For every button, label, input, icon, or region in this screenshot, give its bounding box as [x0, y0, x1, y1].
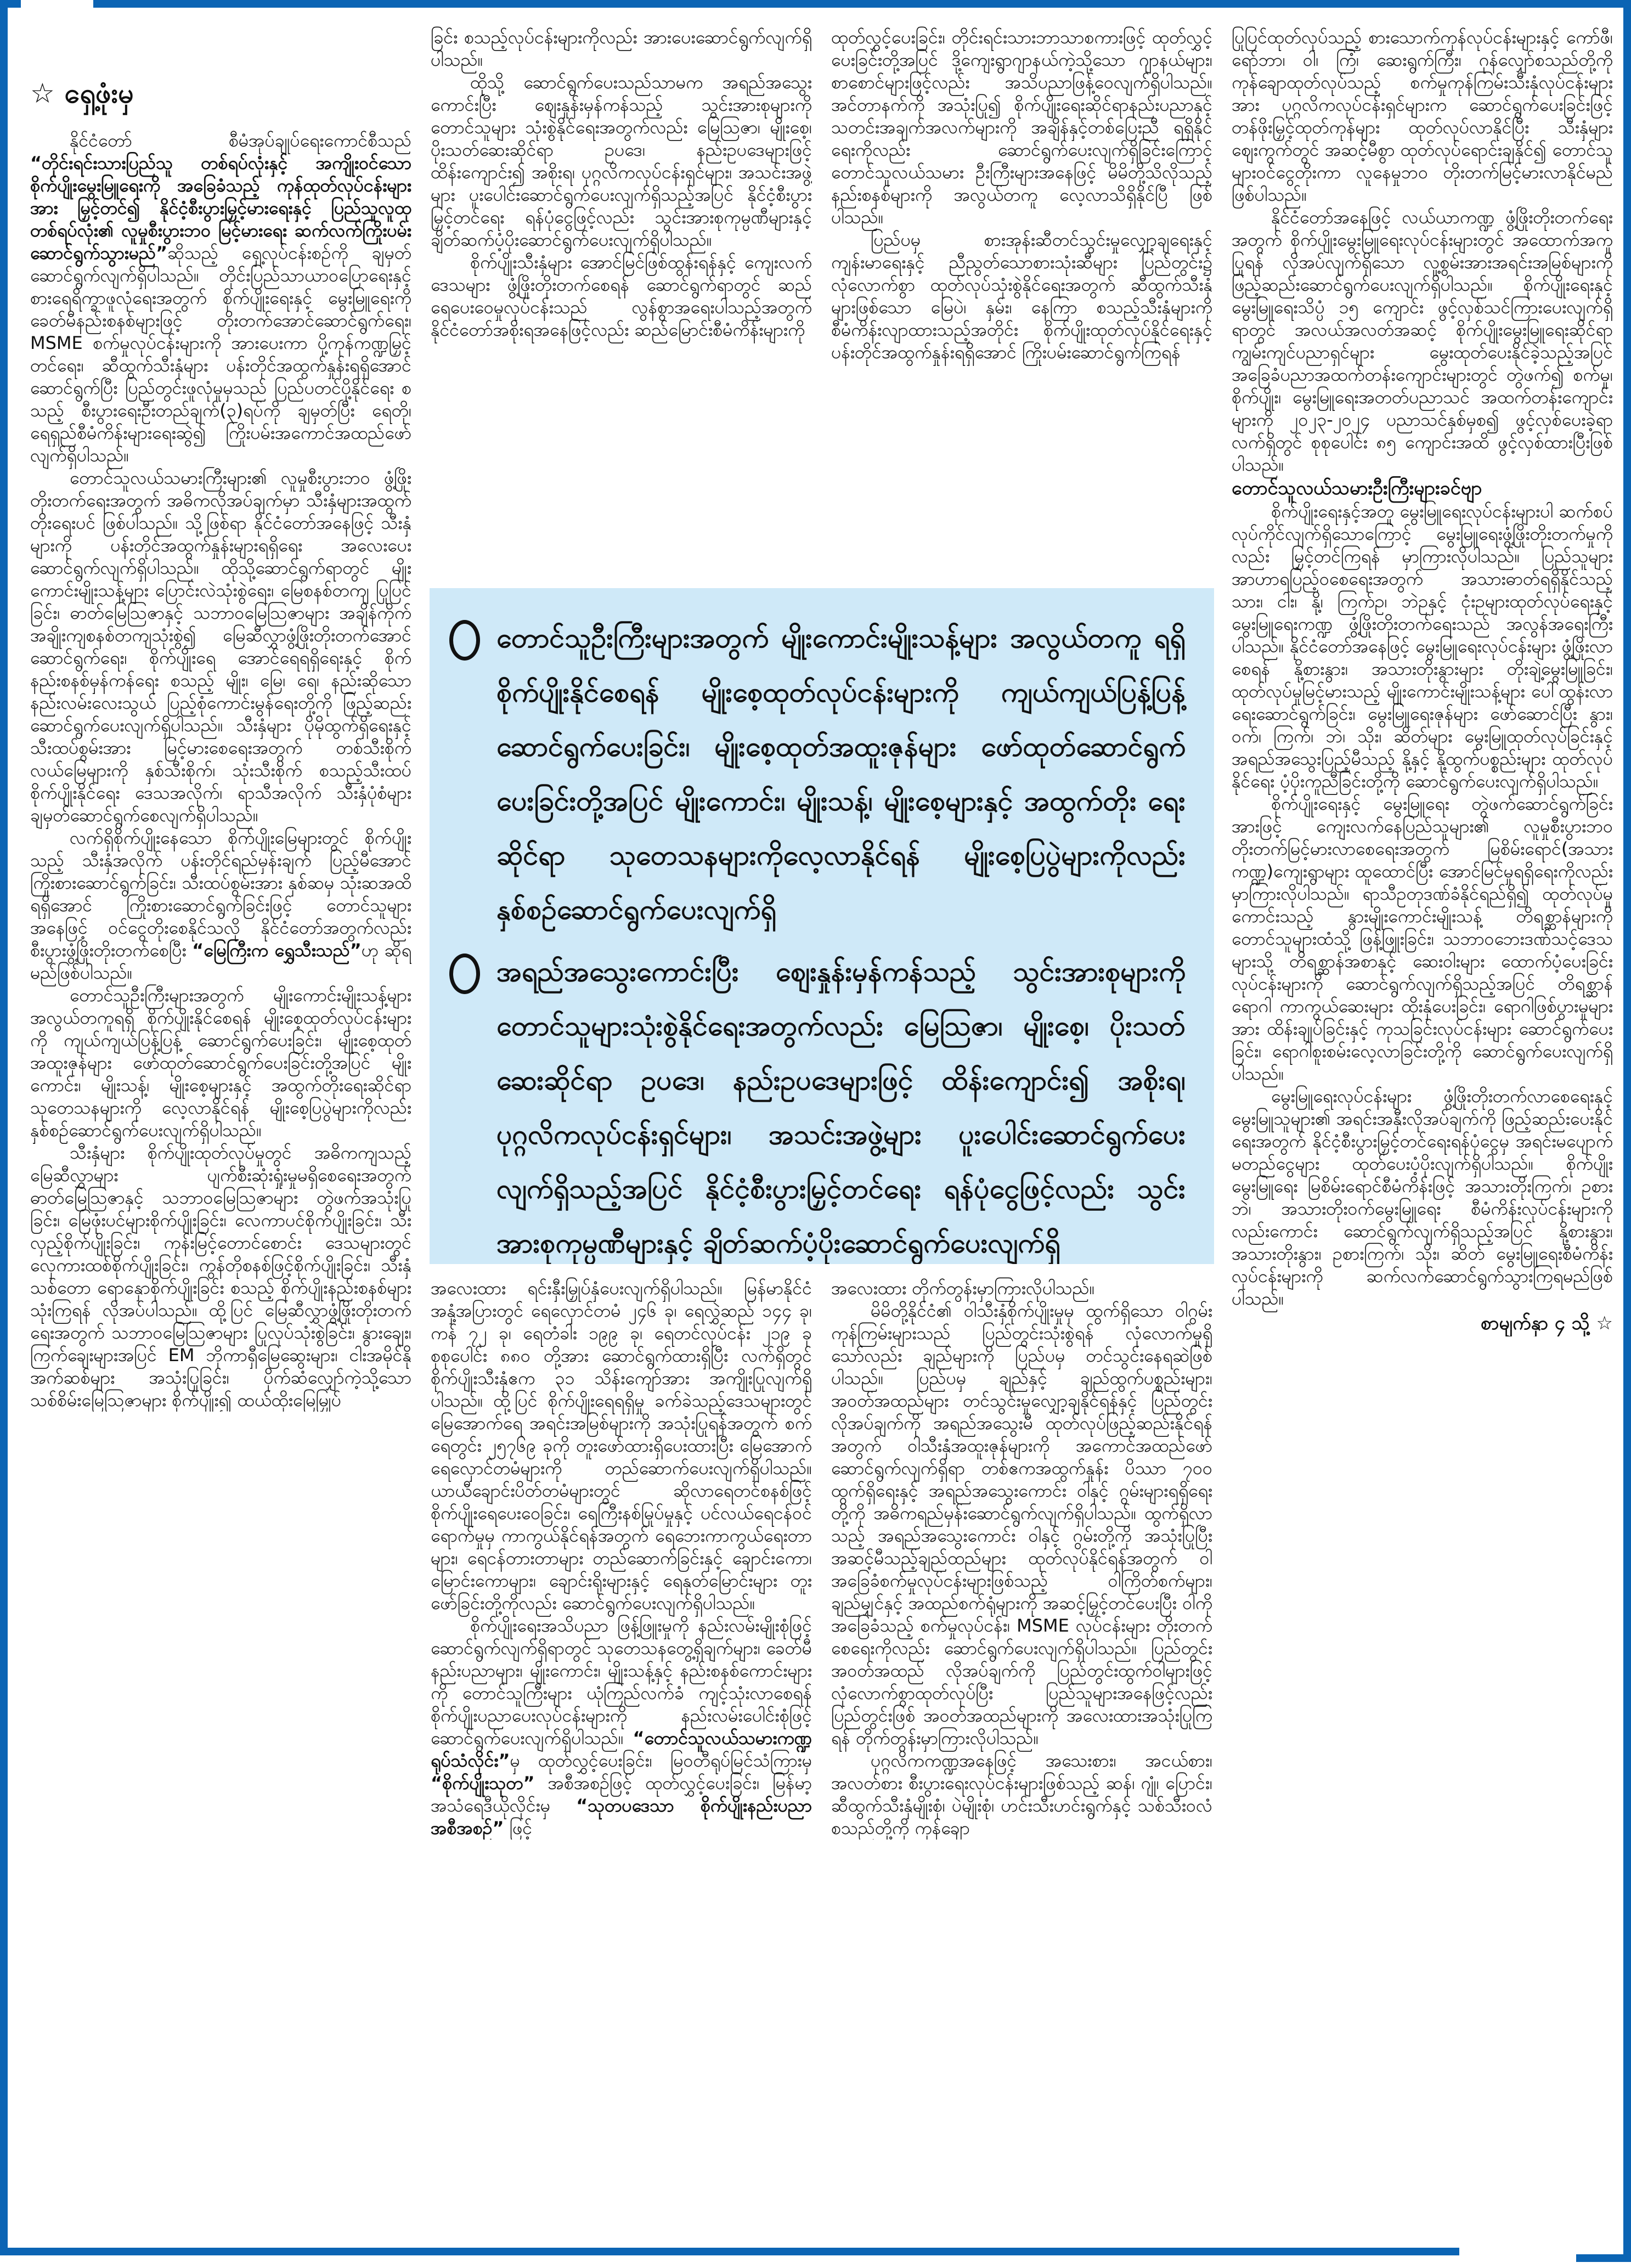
bold-run: “စိုက်ပျိုးသုတ”	[431, 1773, 535, 1793]
text-run: မှ ထုတ်လွှင့်ပေးခြင်း၊ မြဝတီရုပ်မြင်သံကြားမှ	[510, 1750, 812, 1771]
paragraph	[1232, 206, 1613, 476]
paragraph	[1232, 1085, 1613, 1310]
text-run: ပုဂ္ဂလိကကဏ္ဍအနေဖြင့် အသေးစား၊ အငယ်စား၊ အလတ်စား စီးပွားရေးလုပ်ငန်းများဖြစ်သည့် ဆန်၊ ဂျုံ၊ ပြောင်း၊ ဆီထွက်သီးနှံမျိုးစုံ၊ ပဲမျိုးစုံ၊ ဟင်းသီးဟင်းရွက်နှင့် သစ်သီးဝလံ စသည်တို့ကို ကုန်ချော	[831, 1750, 1212, 1838]
highlight-bullet-text: တောင်သူဦးကြီးများအတွက် မျိုးကောင်းမျိုးသန့်များ အလွယ်တကူ ရရှိ စိုက်ပျိုးနိုင်စေရန် မျိုးစေ့ထုတ်လုပ်ငန်းများကို ကျယ်ကျယ်ပြန့်ပြန့် ဆောင်ရွက်ပေးခြင်း၊ မျိုးစေ့ထုတ်အထူးဇုန်များ ဖော်ထုတ်ဆောင်ရွက် ပေးခြင်းတို့အပြင် မျိုးကောင်း၊ မျိုးသန့်၊ မျိုးစေ့များနှင့် အထွက်တိုး ရေးဆိုင်ရာ သုတေသနများကိုလေ့လာနိုင်ရန် မျိုးစေ့ပြပွဲများကိုလည်း နှစ်စဉ်ဆောင်ရွက်ပေးလျက်ရှိ	[496, 622, 1186, 926]
bullet-circle-icon	[449, 620, 480, 661]
page-continuation-ref	[1232, 1310, 1613, 1336]
bold-run: “သုတပဒေသာ စိုက်ပျိုးနည်းပညာအစီအစဉ်”	[431, 1795, 812, 1838]
text-run: ဟု ဆိုရမည်ဖြစ်ပါသည်။	[30, 940, 411, 983]
text-run: ထိုသို့ ဆောင်ရွက်ပေးသည်သာမက အရည်အသွေးကောင်းပြီး ဈေးနှုန်းမှန်ကန်သည့် သွင်းအားစုများကို တောင်သူများ သုံးစွဲနိုင်ရေးအတွက်လည်း မြေဩဇာ၊ မျိုးစေ့၊ ပိုးသတ်ဆေးဆိုင်ရာ ဥပဒေ၊ နည်းဥပဒေများဖြင့် ထိန်းကျောင်း၍ အစိုးရ၊ ပုဂ္ဂလိကလုပ်ငန်းရှင်များ၊ အသင်းအဖွဲ့များ ပူးပေါင်းဆောင်ရွက်ပေးလျက်ရှိသည့်အပြင် နိုင်ငံ့စီးပွားမြှင့်တင်ရေး ရန်ပုံငွေဖြင့်လည်း သွင်းအားစုကုမ္ပဏီများနှင့် ချိတ်ဆက်ပံ့ပိုးဆောင်ရွက်ပေးလျက်ရှိပါသည်။	[431, 72, 812, 250]
highlight-box	[430, 588, 1214, 1264]
paragraph	[30, 129, 411, 467]
text-run: စိုက်ပျိုးရေးအသိပညာ ဖြန့်ဖြူးမှုကို နည်းလမ်းမျိုးစုံဖြင့် ဆောင်ရွက်လျက်ရှိရာတွင် သုတေသနတွေ့ရှိချက်များ၊ ခေတ်မီနည်းပညာများ၊ မျိုးကောင်း၊ မျိုးသန့်နှင့် နည်းစနစ်ကောင်းများကို တောင်သူကြီးများ ယုံကြည်လက်ခံ ကျင့်သုံးလာစေရန် စိုက်ပျိုးပညာပေးလုပ်ငန်းများကို နည်းလမ်းပေါင်းစုံဖြင့် ဆောင်ရွက်ပေးလျက်ရှိပါသည်။	[431, 1615, 812, 1748]
paragraph	[30, 984, 411, 1142]
bold-run: “တိုင်းရင်းသားပြည်သူ တစ်ရပ်လုံးနှင့် အကျိုးဝင်သော စိုက်ပျိုးမွေးမြူရေးကို အခြေခံသည့် ကုန်ထုတ်လုပ်ငန်းများအား မြှင့်တင်၍ နိုင်ငံ့စီးပွားမြှင့်မားရေးနှင့် ပြည်သူလူထုတစ်ရပ်လုံး၏ လူမှုစီးပွားဘဝ မြင့်မားရေး ဆက်လက်ကြိုးပမ်းဆောင်ရွက်သွားမည်”	[30, 153, 411, 263]
paragraph	[1232, 26, 1613, 206]
text-run: လက်ရှိစိုက်ပျိုးနေသော စိုက်ပျိုးမြေများတွင် စိုက်ပျိုးသည့် သီးနှံအလိုက် ပန်းတိုင်ရည်မှန်းချက် ပြည့်မီအောင် ကြိုးစားဆောင်ရွက်ခြင်း၊ သီးထပ်စွမ်းအား နှစ်ဆမှ သုံးဆအထိရရှိအောင် ကြိုးစားဆောင်ရွက်ခြင်းဖြင့် တောင်သူများအနေဖြင့် ဝင်ငွေတိုးစေနိုင်သလို နိုင်ငံတော်အတွက်လည်း စီးပွားဖွံ့ဖြိုးတိုးတက်စေပြီး	[30, 827, 411, 961]
bold-run: “တောင်သူလယ်သမားကဏ္ဍရုပ်သံလိုင်း”	[431, 1728, 812, 1771]
text-run: စိုက်ပျိုးသီးနှံများ အောင်မြင်ဖြစ်ထွန်းရန်နှင့် ကျေးလက်ဒေသများ ဖွံ့ဖြိုးတိုးတက်စေရန် ဆောင်ရွက်ရာတွင် ဆည်ရေပေးဝေမှုလုပ်ငန်းသည် လွန်စွာအရေးပါသည့်အတွက် နိုင်ငံတော်အစိုးရအနေဖြင့်လည်း ဆည်မြောင်းစီမံကိန်းများကို	[431, 252, 812, 340]
frame-bottom-bar	[0, 2248, 1459, 2255]
text-run: မွေးမြူရေးလုပ်ငန်းများ ဖွံ့ဖြိုးတိုးတက်လာစေရေးနှင့် မွေးမြူသူများ၏ အရင်းအနှီးလိုအပ်ချက်ကို ဖြည့်ဆည်းပေးနိုင်ရေးအတွက် နိုင်ငံ့စီးပွားမြှင့်တင်ရေးရန်ပုံငွေမှ အရင်းမပျောက် မတည်ငွေများ ထုတ်ပေးပံ့ပိုးလျက်ရှိပါသည်။ စိုက်ပျိုးမွေးမြူရေး မြစိမ်းရောင်စီမံကိန်းဖြင့် အသားတိုးကြက်၊ ဥစားဘဲ၊ အသားတိုးဝက်မွေးမြူရေး စီမံကိန်းလုပ်ငန်းများကိုလည်းကောင်း ဆောင်ရွက်လျက်ရှိသည့်အပြင် နို့စားနွား၊ အသားတိုးနွား၊ ဥစားကြက်၊ သိုး၊ ဆိတ် မွေးမြူရေးစီမံကိန်းလုပ်ငန်းများကို ဆက်လက်ဆောင်ရွက်သွားကြရမည်ဖြစ်ပါသည်။	[1232, 1086, 1613, 1309]
paragraph	[30, 1142, 411, 1412]
paragraph	[1232, 500, 1613, 793]
frame-left-bar	[0, 5, 8, 2255]
continued-from-label: ရှေ့ဖုံးမှ	[54, 77, 134, 109]
star-icon: ☆	[1589, 1312, 1613, 1334]
frame-right-bar	[1623, 8, 1631, 2262]
text-run: အလေးထား တိုက်တွန်းမှာကြားလိုပါသည်။	[831, 1278, 1095, 1299]
column-segment	[431, 26, 812, 588]
text-run: ဆိုသည့် ရှေ့လုပ်ငန်းစဉ်ကို ချမှတ်ဆောင်ရွက်လျက်ရှိပါသည်။ တိုင်းပြည်သာယာဝပြောရေးနှင့် စားရေရိက္ခာဖူလုံရေးအတွက် စိုက်ပျိုးရေးနှင့် မွေးမြူရေးကို ခေတ်မီနည်းစနစ်များဖြင့် တိုးတက်အောင်ဆောင်ရွက်ရေး၊ MSME စက်မှုလုပ်ငန်းများကို အားပေးကာ ပို့ကုန်ကဏ္ဍမြှင့်တင်ရေး၊ ဆီထွက်သီးနှံများ ပန်းတိုင်အထွက်နှုန်းရရှိအောင် ဆောင်ရွက်ပြီး ပြည်တွင်းဖူလုံမှုမှသည် ပြည်ပတင်ပို့နိုင်ရေး စသည့် စီးပွားရေးဦးတည်ချက်(၃)ရပ်ကို ချမှတ်ပြီး ရေတို၊ ရေရှည်စီမံကိန်းများရေးဆွဲ၍ ကြိုးပမ်းအကောင်အထည်ဖော်လျက်ရှိပါသည်။	[30, 242, 411, 466]
text-run: ပြုပြင်ထုတ်လုပ်သည့် စားသောက်ကုန်လုပ်ငန်းများနှင့် ကော်ဖီ၊ ရော်ဘာ၊ ဝါ၊ ကြံ၊ ဆေးရွက်ကြီး၊ ဂုန်လျှော်စသည်တို့ကို ကုန်ချောထုတ်လုပ်သည့် စက်မှုကုန်ကြမ်းသီးနှံလုပ်ငန်းများအား ပုဂ္ဂလိကလုပ်ငန်းရှင်များက ဆောင်ရွက်ပေးခြင်းဖြင့် တန်ဖိုးမြှင့်ထုတ်ကုန်များ ထုတ်လုပ်လာနိုင်ပြီး သီးနှံများ ဈေးကွက်တွင် အဆင့်မီစွာ ထုတ်လုပ်ရောင်းချနိုင်၍ တောင်သူများဝင်ငွေတိုးကာ လူနေမှုဘဝ တိုးတက်မြင့်မားလာနိုင်မည်ဖြစ်ပါသည်။	[1232, 27, 1613, 205]
highlight-bullet-text: အရည်အသွေးကောင်းပြီး ဈေးနှုန်းမှန်ကန်သည့် သွင်းအားစုများကို တောင်သူများသုံးစွဲနိုင်ရေးအတွက်လည်း မြေဩဇာ၊ မျိုးစေ့၊ ပိုးသတ် ဆေးဆိုင်ရာ ဥပဒေ၊ နည်းဥပဒေများဖြင့် ထိန်းကျောင်း၍ အစိုးရ၊ ပုဂ္ဂလိကလုပ်ငန်းရှင်များ၊ အသင်းအဖွဲ့များ ပူးပေါင်းဆောင်ရွက်ပေး လျက်ရှိသည့်အပြင် နိုင်ငံ့စီးပွားမြှင့်တင်ရေး ရန်ပုံငွေဖြင့်လည်း သွင်းအားစုကုမ္ပဏီများနှင့် ချိတ်ဆက်ပံ့ပိုးဆောင်ရွက်ပေးလျက်ရှိ	[496, 956, 1186, 1259]
text-run: နိုင်ငံတော်အနေဖြင့် လယ်ယာကဏ္ဍ ဖွံ့ဖြိုးတိုးတက်ရေးအတွက် စိုက်ပျိုးမွေးမြူရေးလုပ်ငန်းများတွင် အထောက်အကူပြုရန် လိုအပ်လျက်ရှိသော လူ့စွမ်းအားအရင်းအမြစ်များကို ဖြည့်ဆည်းဆောင်ရွက်ပေးလျက်ရှိပါသည်။ စိုက်ပျိုးရေးနှင့် မွေးမြူရေးသိပ္ပံ ၁၅ ကျောင်း ဖွင့်လှစ်သင်ကြားပေးလျက်ရှိရာတွင် အလယ်အလတ်အဆင့် စိုက်ပျိုးမွေးမြူရေးဆိုင်ရာ ကျွမ်းကျင်ပညာရှင်များ မွေးထုတ်ပေးနိုင်ခဲ့သည့်အပြင် အခြေခံပညာအထက်တန်းကျောင်းများတွင် တွဲဖက်၍ စက်မှု၊ စိုက်ပျိုး၊ မွေးမြူရေးအတတ်ပညာသင် အထက်တန်းကျောင်းများကို ၂၀၂၃-၂၀၂၄ ပညာသင်နှစ်မှစ၍ ဖွင့်လှစ်ပေးခဲ့ရာ လက်ရှိတွင် စုစုပေါင်း ၈၅ ကျောင်းအထိ ဖွင့်လှစ်ထားပြီးဖြစ်ပါသည်။	[1232, 207, 1613, 475]
bullet-circle-icon	[449, 954, 480, 994]
column-segment	[831, 26, 1212, 588]
paragraph	[831, 1277, 1212, 1300]
text-run: စိုက်ပျိုးရေးနှင့် မွေးမြူရေး တွဲဖက်ဆောင်ရွက်ခြင်းအားဖြင့် ကျေးလက်နေပြည်သူများ၏ လူမှုစီးပွားဘဝ တိုးတက်မြင့်မားလာစေရေးအတွက် မြစိမ်းရောင်(အသားကဏ္ဍ)ကျေးရွာများ ထူထောင်ပြီး အောင်မြင်မှုရရှိရေးကိုလည်း မှာကြားလိုပါသည်။ ရာသီဥတုဒဏ်ခံနိုင်ရည်ရှိ၍ ထုတ်လုပ်မှုကောင်းသည့် နွားမျိုးကောင်းမျိုးသန့် တိရစ္ဆာန်များကို တောင်သူများထံသို့ ဖြန့်ဖြူးခြင်း၊ သဘာဝဘေးဒဏ်သင့်ဒေသများသို့ တိရစ္ဆာန်အစာနှင့် ဆေးဝါးများ ထောက်ပံ့ပေးခြင်းလုပ်ငန်းများကို ဆောင်ရွက်လျက်ရှိသည့်အပြင် တိရစ္ဆာန်ရောဂါ ကာကွယ်ဆေးများ ထိုးနှံပေးခြင်း၊ ရောဂါဖြစ်ပွားမှုများအား ထိန်းချုပ်ခြင်းနှင့် ကုသခြင်းလုပ်ငန်းများ ဆောင်ရွက်ပေးခြင်း၊ ရောဂါစူးစမ်းလေ့လာခြင်းတို့ကို ဆောင်ရွက်ပေးလျက်ရှိပါသည်။	[1232, 793, 1613, 1084]
paragraph	[30, 827, 411, 984]
text-run: တောင်သူဦးကြီးများအတွက် မျိုးကောင်းမျိုးသန့်များ အလွယ်တကူရရှိ စိုက်ပျိုးနိုင်စေရန် မျိုးစေ့ထုတ်လုပ်ငန်းများကို ကျယ်ကျယ်ပြန့်ပြန့် ဆောင်ရွက်ပေးခြင်း၊ မျိုးစေ့ထုတ်အထူးဇုန်များ ဖော်ထုတ်ဆောင်ရွက်ပေးခြင်းတို့အပြင် မျိုးကောင်း၊ မျိုးသန့်၊ မျိုးစေ့များနှင့် အထွက်တိုးရေးဆိုင်ရာ သုတေသနများကို လေ့လာနိုင်ရန် မျိုးစေ့ပြပွဲများကိုလည်း နှစ်စဉ်ဆောင်ရွက်ပေးလျက်ရှိပါသည်။	[30, 985, 411, 1141]
column-segment	[431, 1277, 812, 1840]
frame-top-bar	[93, 0, 1631, 8]
section-subheading: တောင်သူလယ်သမားဦးကြီးများခင်ဗျာ	[1232, 477, 1482, 499]
paragraph	[431, 71, 812, 251]
text-run: အစီအစဉ်ဖြင့် ထုတ်လွှင့်ပေးခြင်း၊ မြန်မာ့အသံရေဒီယိုလိုင်းမှ	[431, 1773, 812, 1816]
paragraph	[431, 251, 812, 341]
text-run: မိမိတို့နိုင်ငံ၏ ဝါသီးနှံစိုက်ပျိုးမှုမှ ထွက်ရှိသော ဝါဂွမ်းကုန်ကြမ်းများသည် ပြည်တွင်းသုံးစွဲရန် လုံလောက်မှုရှိသော်လည်း ချည်များကို ပြည်ပမှ တင်သွင်းနေရဆဲဖြစ်ပါသည်။ ပြည်ပမှ ချည်နှင့် ချည်ထွက်ပစ္စည်းများ၊ အဝတ်အထည်များ တင်သွင်းမှုလျှော့ချနိုင်ရန်နှင့် ပြည်တွင်းလိုအပ်ချက်ကို အရည်အသွေးမီ ထုတ်လုပ်ဖြည့်ဆည်းနိုင်ရန်အတွက် ဝါသီးနှံအထူးဇုန်များကို အကောင်အထည်ဖော် ဆောင်ရွက်လျက်ရှိရာ တစ်ဧကအထွက်နှုန်း ပိဿာ ၇၀၀ ထွက်ရှိရေးနှင့် အရည်အသွေးကောင်း ဝါနှင့် ဂွမ်းများရရှိရေးတို့ကို အဓိကရည်မှန်းဆောင်ရွက်လျက်ရှိပါသည်။ ထွက်ရှိလာသည့် အရည်အသွေးကောင်း ဝါနှင့် ဂွမ်းတို့ကို အသုံးပြုပြီး အဆင့်မီသည့်ချည်ထည်များ ထုတ်လုပ်နိုင်ရန်အတွက် ဝါအခြေခံစက်မှုလုပ်ငန်းများဖြစ်သည့် ဝါကြိတ်စက်များ၊ ချည်မျှင်နှင့် အထည်စက်ရုံများကို အဆင့်မြှင့်တင်ပေးပြီး ဝါကိုအခြေခံသည့် စက်မှုလုပ်ငန်း၊ MSME လုပ်ငန်းများ တိုးတက်စေရေးကိုလည်း ဆောင်ရွက်ပေးလျက်ရှိပါသည်။ ပြည်တွင်းအဝတ်အထည် လိုအပ်ချက်ကို ပြည်တွင်းထွက်ဝါများဖြင့် လုံလောက်စွာထုတ်လုပ်ပြီး ပြည်သူများအနေဖြင့်လည်း ပြည်တွင်းဖြစ် အဝတ်အထည်များကို အလေးထားအသုံးပြုကြရန် တိုက်တွန်းမှာကြားလိုပါသည်။	[831, 1300, 1212, 1748]
highlight-bullet-item	[449, 945, 1186, 1264]
page-continuation-label: စာမျက်နှာ ၄ သို့	[1481, 1312, 1590, 1334]
highlight-bullet-item	[449, 611, 1186, 937]
column-4	[1232, 26, 1613, 2248]
paragraph	[431, 1615, 812, 1840]
paragraph	[831, 1750, 1212, 1840]
paragraph	[831, 1300, 1212, 1750]
frame-bottom-right-piece	[1576, 2254, 1631, 2262]
text-run: ထုတ်လွှင့်ပေးခြင်း၊ တိုင်းရင်းသားဘာသာစကားဖြင့် ထုတ်လွှင့်ပေးခြင်းတို့အပြင် ဒို့ကျေးရွာဂျာနယ်ကဲ့သို့သော ဂျာနယ်များ၊ စာစောင်များဖြင့်လည်း အသိပညာဖြန့်ဝေလျက်ရှိပါသည်။ အင်တာနက်ကို အသုံးပြု၍ စိုက်ပျိုးရေးဆိုင်ရာနည်းပညာနှင့် သတင်းအချက်အလက်များကို အချိန်နှင့်တစ်ပြေးညီ ရရှိနိုင်ရေးကိုလည်း ဆောင်ရွက်ပေးလျက်ရှိခြင်းကြောင့် တောင်သူလယ်သမား ဦးကြီးများအနေဖြင့် မိမိတို့သိလိုသည့် နည်းစနစ်များကို အလွယ်တကူ လေ့လာသိရှိနိုင်ပြီ ဖြစ်ပါသည်။	[831, 27, 1212, 228]
paragraph	[1232, 793, 1613, 1085]
paragraph	[431, 1277, 812, 1615]
text-run: ဖြင့်	[504, 1818, 533, 1838]
paragraph	[831, 229, 1212, 364]
column-segment	[30, 26, 411, 1412]
text-run: အလေးထား ရင်းနှီးမြှုပ်နှံပေးလျက်ရှိပါသည်။ မြန်မာနိုင်ငံအနှံ့အပြားတွင် ရေလှောင်တမံ ၂၄၆ ခု၊ ရေလွှဲဆည် ၁၄၄ ခု၊ ကန် ၇၂ ခု၊ ရေတံခါး ၁၉၉ ခု၊ ရေတင်လုပ်ငန်း ၂၁၉ ခု စုစုပေါင်း ၈၈၀ တို့အား ဆောင်ရွက်ထားရှိပြီး လက်ရှိတွင် စိုက်ပျိုးသီးနှံဧက ၃၁ သိန်းကျော်အား အကျိုးပြုလျက်ရှိပါသည်။ ထို့ပြင် စိုက်ပျိုးရေရရှိမှု ခက်ခဲသည့်ဒေသများတွင် မြေအောက်ရေ အရင်းအမြစ်များကို အသုံးပြုရန်အတွက် စက်ရေတွင်း ၂၅၇၆၉ ခုကို တူးဖော်ထားရှိပေးထားပြီး မြေအောက်ရေလှောင်တမံများကို တည်ဆောက်ပေးလျက်ရှိပါသည်။ ယာယီချောင်းပိတ်တမံများတွင် ဆိုလာရေတင်စနစ်ဖြင့် စိုက်ပျိုးရေပေးဝေခြင်း၊ ရေကြီးနစ်မြုပ်မှုနှင့် ပင်လယ်ရေငန်ဝင်ရောက်မှုမှ ကာကွယ်နိုင်ရန်အတွက် ရေဘေးကာကွယ်ရေးတာများ၊ ရေငန်တားတာများ တည်ဆောက်ခြင်းနှင့် ချောင်းကော၊ မြောင်းကောများ၊ ချောင်းရိုးများနှင့် ရေနုတ်မြောင်းများ တူးဖော်ခြင်းတို့ကိုလည်း ဆောင်ရွက်ပေးလျက်ရှိပါသည်။	[431, 1278, 812, 1613]
text-run: သီးနှံများ စိုက်ပျိုးထုတ်လုပ်မှုတွင် အဓိကကျသည့် မြေဆီလွှာများ ပျက်စီးဆုံးရှုံးမှုမရှိစေရေးအတွက် ဓာတ်မြေဩဇာနှင့် သဘာဝမြေဩဇာများ တွဲဖက်အသုံးပြုခြင်း၊ မြေဖုံးပင်များစိုက်ပျိုးခြင်း၊ လေကာပင်စိုက်ပျိုးခြင်း၊ သီးလှည့်စိုက်ပျိုးခြင်း၊ ကုန်းမြင့်တောင်စောင်း ဒေသများတွင် လှေကားထစ်စိုက်ပျိုးခြင်း၊ ကွန်တိုစနစ်ဖြင့်စိုက်ပျိုးခြင်း၊ သီးနှံသစ်တော ရောနှောစိုက်ပျိုးခြင်း စသည့် စိုက်ပျိုးနည်းစနစ်များသုံးကြရန် လိုအပ်ပါသည်။ ထို့ပြင် မြေဆီလွှာဖွံ့ဖြိုးတိုးတက်ရေးအတွက် သဘာဝမြေဩဇာများ ပြုလုပ်သုံးစွဲခြင်း၊ နွားချေး၊ ကြက်ချေးများအပြင် EM ဘိုကာရှီမြေဆွေးများ၊ ငါးအမိုင်နိုအက်ဆစ်များ အသုံးပြုခြင်း၊ ပိုက်ဆံလျှော်ကဲ့သို့သော သစ်စိမ်းမြေဩဇာများ စိုက်ပျိုး၍ ထယ်ထိုးမြေမြှုပ်	[30, 1142, 411, 1411]
continued-from-heading	[30, 77, 411, 110]
text-run: တောင်သူလယ်သမားကြီးများ၏ လူမှုစီးပွားဘဝ ဖွံ့ဖြိုးတိုးတက်ရေးအတွက် အဓိကလိုအပ်ချက်မှာ သီးနှံများအထွက်တိုးရေးပင် ဖြစ်ပါသည်။ သို့ဖြစ်ရာ နိုင်ငံတော်အနေဖြင့် သီးနှံများကို ပန်းတိုင်အထွက်နှုန်းများရရှိရေး အလေးပေးဆောင်ရွက်လျက်ရှိပါသည်။ ထိုသို့ဆောင်ရွက်ရာတွင် မျိုးကောင်းမျိုးသန့်များ ပြောင်းလဲသုံးစွဲရေး၊ မြေစနစ်တကျ ပြုပြင်ခြင်း၊ ဓာတ်မြေဩဇာနှင့် သဘာဝမြေဩဇာများ အချိန်ကိုက် အချိုးကျစနစ်တကျသုံးစွဲ၍ မြေဆီလွှာဖွံ့ဖြိုးတိုးတက်အောင် ဆောင်ရွက်ရေး၊ စိုက်ပျိုးရေ အောင်ရေရရှိရေးနှင့် စိုက်နည်းစနစ်မှန်ကန်ရေး စသည့် မျိုး၊ မြေ၊ ရေ၊ နည်းဆိုသော နည်းလမ်းလေးသွယ် ပြည့်စုံကောင်းမွန်ရေးတို့ကို ဖြည့်ဆည်းဆောင်ရွက်ပေးလျက်ရှိပါသည်။ သီးနှံများ ပိုမိုထွက်ရှိရေးနှင့် သီးထပ်စွမ်းအား မြင့်မားစေရေးအတွက် တစ်သီးစိုက်လယ်မြေများကို နှစ်သီးစိုက်၊ သုံးသီးစိုက် စသည့်သီးထပ်စိုက်ပျိုးနိုင်ရေး ဒေသအလိုက်၊ ရာသီအလိုက် သီးနှံပုံစံများ ချမှတ်ဆောင်ရွက်စေလျက်ရှိပါသည်။	[30, 467, 411, 826]
text-run: ပြည်ပမှ စားအုန်းဆီတင်သွင်းမှုလျှော့ချရေးနှင့် ကျန်းမာရေးနှင့် ညီညွတ်သောစားသုံးဆီများ ပြည်တွင်း၌ လုံလောက်စွာ ထုတ်လုပ်သုံးစွဲနိုင်ရေးအတွက် ဆီထွက်သီးနှံများဖြစ်သော မြေပဲ၊ နှမ်း၊ နေကြာ စသည့်သီးနှံများကို စီမံကိန်းလျာထားသည့်အတိုင်း စိုက်ပျိုးထုတ်လုပ်နိုင်ရေးနှင့် ပန်းတိုင်အထွက်နှုန်းရရှိအောင် ကြိုးပမ်းဆောင်ရွက်ကြရန်	[831, 229, 1212, 363]
text-run: နိုင်ငံတော် စီမံအုပ်ချုပ်ရေးကောင်စီသည်	[70, 130, 411, 151]
text-run: ခြင်း စသည့်လုပ်ငန်းများကိုလည်း အားပေးဆောင်ရွက်လျက်ရှိပါသည်။	[431, 27, 812, 70]
paragraph	[831, 26, 1212, 229]
column-segment	[831, 1277, 1212, 1840]
star-icon: ☆	[30, 77, 55, 109]
text-run: စိုက်ပျိုးရေးနှင့်အတူ မွေးမြူရေးလုပ်ငန်းများပါ ဆက်စပ်လုပ်ကိုင်လျက်ရှိသောကြောင့် မွေးမြူရေးဖွံ့ဖြိုးတိုးတက်မှုကိုလည်း မြှင့်တင်ကြရန် မှာကြားလိုပါသည်။ ပြည်သူများ အာဟာရပြည့်ဝစေရေးအတွက် အသားဓာတ်ရရှိနိုင်သည့် သား၊ ငါး၊ နို့၊ ကြက်ဥ၊ ဘဲဥနှင့် ငုံးဥများထုတ်လုပ်ရေးနှင့် မွေးမြူရေးကဏ္ဍ ဖွံ့ဖြိုးတိုးတက်ရေးသည် အလွန်အရေးကြီးပါသည်။ နိုင်ငံတော်အနေဖြင့် မွေးမြူရေးလုပ်ငန်းများ ဖွံ့ဖြိုးလာစေရန် နို့စားနွား၊ အသားတိုးနွားများ တိုးချဲ့မွေးမြူခြင်း၊ ထုတ်လုပ်မှုမြင့်မားသည့် မျိုးကောင်းမျိုးသန့်များ ပေါ်ထွန်းလာရေးဆောင်ရွက်ခြင်း၊ မွေးမြူရေးဇုန်များ ဖော်ဆောင်ပြီး နွား၊ ဝက်၊ ကြက်၊ ဘဲ၊ သိုး၊ ဆိတ်များ မွေးမြူထုတ်လုပ်ခြင်းနှင့် အရည်အသွေးပြည့်မီသည့် နို့နှင့် နို့ထွက်ပစ္စည်းများ ထုတ်လုပ်နိုင်ရေး ပံ့ပိုးကူညီခြင်းတို့ကို ဆောင်ရွက်ပေးလျက်ရှိပါသည်။	[1232, 501, 1613, 792]
column-segment	[1232, 26, 1613, 1336]
paragraph	[30, 467, 411, 827]
paragraph	[431, 26, 812, 71]
column-1	[30, 26, 411, 2248]
bold-run: “မြေကြီးက ရွှေသီးသည်”	[192, 940, 362, 961]
